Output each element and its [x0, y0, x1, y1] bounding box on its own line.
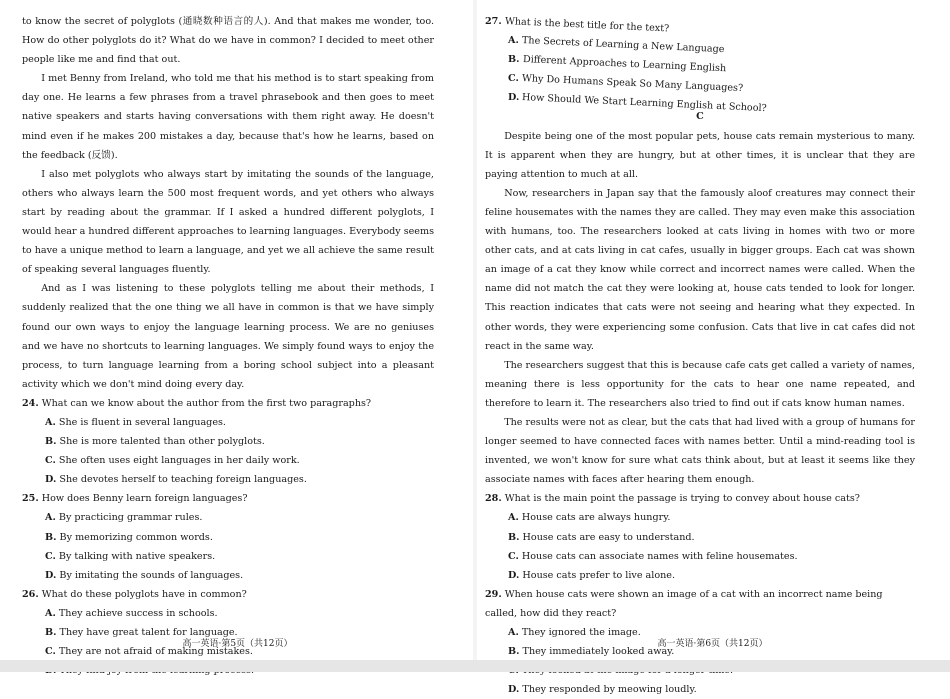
option-text: Different Approaches to Learning English [522, 54, 726, 75]
option-a [22, 604, 434, 623]
option-text: The Secrets of Learning a New Language [521, 35, 725, 56]
option-letter: A. [508, 35, 519, 47]
option-text: They immediately looked away. [522, 646, 675, 658]
option-letter: D. [508, 684, 520, 696]
option-letter: D. [508, 92, 520, 104]
question-24 [22, 394, 434, 489]
passage-paragraph: to know the secret of polyglots (通晓数种语言的人). And that makes me wonder, too. How do other polyglots do it? What do we have in common? I decided to meet other people like me and find that out. [22, 16, 434, 66]
question-text: What can we know about the author from the first two paragraphs? [41, 397, 372, 409]
option-text: She is more talented than other polyglots. [59, 436, 265, 448]
option-letter: C. [45, 646, 56, 658]
option-d [22, 566, 434, 585]
option-c [22, 547, 434, 566]
passage-paragraph: The results were not as clear, but the cats that had lived with a group of humans for longer seemed to have connected faces with names better. Until a mind-reading tool is invented, we won't know for sure what cats think about, but at least it seems like they associate names with faces after hearing them enough. [485, 416, 915, 486]
passage-paragraph: I met Benny from Ireland, who told me that his method is to start speaking from day one. He learns a few phrases from a travel phrasebook and then goes to meet native speakers and starts having conversations with them right away. He doesn't mind even if he makes 200 mistakes a day, because that's how he learns, based on the feedback (反馈). [22, 73, 434, 161]
option-b [22, 432, 434, 451]
question-25 [22, 489, 434, 584]
question-number: 26. [22, 588, 39, 600]
option-c [22, 451, 434, 470]
option-letter: C. [508, 550, 519, 562]
right-page [475, 0, 950, 696]
option-text: They responded by meowing loudly. [522, 684, 697, 696]
left-page [0, 0, 475, 672]
question-stem [22, 489, 434, 508]
option-letter: B. [45, 531, 57, 543]
option-letter: C. [45, 550, 56, 562]
question-text: What do these polyglots have in common? [41, 588, 247, 600]
option-letter: A. [508, 627, 519, 638]
option-text: By practicing grammar rules. [58, 512, 203, 524]
page-footer: 高一英语·第5页（共12页） [182, 639, 293, 649]
option-text: By imitating the sounds of languages. [59, 569, 244, 581]
option-text: How Should We Start Learning English at School? [522, 92, 768, 115]
option-letter: B. [508, 54, 520, 66]
option-letter: D. [45, 569, 57, 581]
right-column [485, 12, 915, 699]
option-text: House cats are easy to understand. [522, 531, 695, 543]
option-text: They achieve success in schools. [58, 607, 218, 619]
question-number: 29. [485, 588, 502, 600]
option-a [22, 413, 434, 432]
option-letter: B. [45, 627, 57, 638]
option-letter: D. [508, 569, 520, 581]
option-text: She often uses eight languages in her daily work. [58, 455, 300, 467]
option-text: Why Do Humans Speak So Many Languages? [521, 73, 744, 95]
option-letter: B. [45, 436, 57, 448]
question-stem [485, 585, 915, 623]
option-a [485, 31, 915, 56]
option-letter: B. [508, 646, 520, 658]
option-text: She is fluent in several languages. [58, 416, 226, 428]
question-number: 28. [485, 493, 502, 505]
option-letter: A. [508, 512, 519, 524]
passage-paragraph: I also met polyglots who always start by imitating the sounds of the language, others who always learn the 500 most frequent words, and yet others who always start by reading about the grammar. If I asked a hundred different polyglots, I would hear a hundred different approaches to learning languages. Everybody seems to have a unique method to learn a language, and yet we all achieve the same result of speaking several languages fluently. [22, 168, 435, 276]
passage-paragraph: Now, researchers in Japan say that the famously aloof creatures may connect their feline housemates with the names they are called. They may even make this association with humans, too. The researchers looked at cats living in homes with two or more other cats, and at cats living in cat cafes, usually in bigger groups. Each cat was shown an image of a cat they know while correct and incorrect names were called. When the name did not match the cat they were looking at, house cats tended to look for longer. This reaction indicates that cats were not seeing and hearing what they expected. In other words, they were experiencing some confusion. Cats that live in cat cafes did not react in the same way. [485, 187, 915, 352]
option-text: By memorizing common words. [59, 531, 213, 543]
option-d [22, 470, 434, 489]
question-text: What is the best title for the text? [504, 16, 670, 35]
question-stem [22, 394, 434, 413]
question-number: 25. [22, 493, 39, 505]
question-text: What is the main point the passage is trying to convey about house cats? [504, 493, 860, 505]
question-28 [485, 489, 915, 584]
question-stem [22, 585, 434, 604]
question-number: 27. [485, 16, 502, 27]
option-text: By talking with native speakers. [58, 550, 216, 562]
option-letter: A. [45, 416, 56, 428]
passage-paragraph: And as I was listening to these polyglots telling me about their methods, I suddenly realized that the one thing we all have in common is that we have simply found our own ways to enjoy the language learning process. We are no geniuses and we have no shortcuts to learning languages. We simply found ways to enjoy the process, to turn language learning from a boring school subject into a pleasant activity which we don't mind doing every day. [22, 283, 434, 390]
question-number: 24. [22, 397, 39, 409]
passage-paragraph: Despite being one of the most popular pets, house cats remain mysterious to many. It is apparent when they are hungry, but at other times, it is unclear that they are paying attention to much at all. [485, 130, 915, 180]
option-d [485, 566, 915, 585]
option-text: House cats can associate names with feline housemates. [521, 550, 798, 562]
option-letter: A. [45, 607, 56, 619]
scan-bottom-edge [0, 660, 950, 672]
question-stem [485, 12, 915, 35]
option-text: They have great talent for language. [59, 627, 238, 638]
option-letter: C. [508, 73, 519, 85]
option-text: House cats are always hungry. [521, 512, 671, 524]
option-text: House cats prefer to live alone. [522, 569, 676, 581]
option-d [485, 680, 915, 699]
option-b [485, 528, 915, 547]
question-text: How does Benny learn foreign languages? [41, 493, 248, 505]
option-c [485, 547, 915, 566]
option-text: They ignored the image. [521, 627, 641, 638]
option-a [485, 508, 915, 527]
left-column [22, 12, 434, 680]
option-text: She devotes herself to teaching foreign languages. [59, 474, 307, 486]
question-27 [485, 12, 915, 115]
passage-paragraph: The researchers suggest that this is because cafe cats get called a variety of names, meaning there is less opportunity for the cats to hear one name repeated, and therefore to learn it. The researchers also tried to find out if cats know human names. [485, 359, 915, 409]
option-letter: B. [508, 531, 520, 543]
option-letter: A. [45, 512, 56, 524]
option-text: They are not afraid of making mistakes. [58, 646, 253, 658]
page-footer: 高一英语·第6页（共12页） [657, 639, 768, 649]
option-a [22, 508, 434, 527]
question-text: When house cats were shown an image of a cat with an incorrect name being called, how did they react? [485, 588, 883, 619]
question-stem [485, 489, 915, 508]
section-title: C [696, 111, 704, 123]
option-letter: C. [45, 455, 56, 467]
option-b [22, 528, 434, 547]
option-letter: D. [45, 474, 57, 486]
